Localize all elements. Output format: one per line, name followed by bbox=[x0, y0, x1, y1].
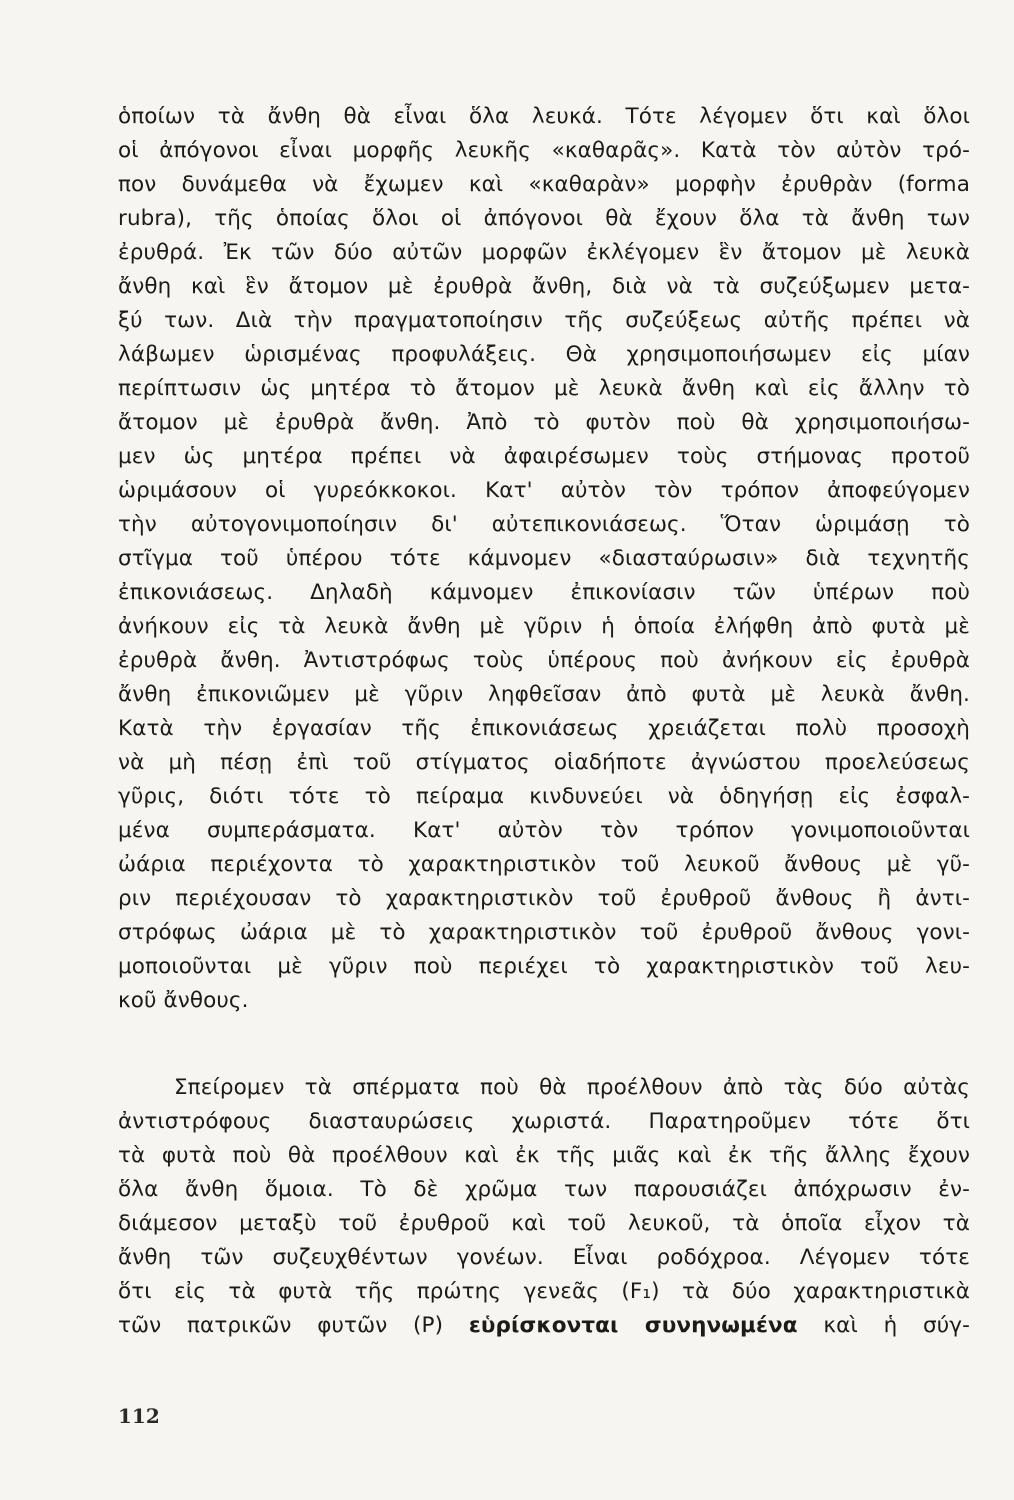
text-line: μένα συμπεράσματα. Κατ' αὐτὸν τὸν τρόπον γονιμοποιοῦνται bbox=[118, 818, 970, 843]
text-line: γῦρις, διότι τότε τὸ πείραμα κινδυνεύει νὰ ὁδηγήσῃ εἰς ἐσφαλ- bbox=[118, 784, 970, 809]
text-line: στῖγμα τοῦ ὑπέρου τότε κάμνομεν «διασταύρωσιν» διὰ τεχνητῆς bbox=[118, 546, 970, 571]
text-line: ὅτι εἰς τὰ φυτὰ τῆς πρώτης γενεᾶς (F₁) τὰ δύο χαρακτηριστικὰ bbox=[118, 1279, 970, 1304]
text-line: ἄνθη καὶ ἓν ἄτομον μὲ ἐρυθρὰ ἄνθη, διὰ νὰ τὰ συζεύξωμεν μετα- bbox=[118, 274, 970, 299]
text-line-emphasis bbox=[118, 1309, 970, 1343]
text-line: ἄνθη τῶν συζευχθέντων γονέων. Εἶναι ροδόχροα. Λέγομεν τότε bbox=[118, 1245, 970, 1270]
text-line: ἐπικονιάσεως. Δηλαδὴ κάμνομεν ἐπικονίασιν τῶν ὑπέρων ποὺ bbox=[118, 580, 970, 605]
text-line: ξύ των. Διὰ τὴν πραγματοποίησιν τῆς συζεύξεως αὐτῆς πρέπει νὰ bbox=[118, 308, 970, 333]
text-line: ἐρυθρὰ ἄνθη. Ἀντιστρόφως τοὺς ὑπέρους ποὺ ἀνήκουν εἰς ἐρυθρὰ bbox=[118, 648, 970, 673]
text-line: Κατὰ τὴν ἐργασίαν τῆς ἐπικονιάσεως χρειάζεται πολὺ προσοχὴ bbox=[118, 716, 970, 741]
text-line: ὡριμάσουν οἱ γυρεόκκοκοι. Κατ' αὐτὸν τὸν τρόπον ἀποφεύγομεν bbox=[118, 478, 970, 503]
text-run: τῶν πατρικῶν φυτῶν (P) bbox=[118, 1313, 469, 1338]
text-line: κοῦ ἄνθους. bbox=[118, 988, 249, 1013]
text-line: ἄνθη ἐπικονιῶμεν μὲ γῦριν ληφθεῖσαν ἀπὸ φυτὰ μὲ λευκὰ ἄνθη. bbox=[118, 682, 970, 707]
text-line: διάμεσον μεταξὺ τοῦ ἐρυθροῦ καὶ τοῦ λευκοῦ, τὰ ὁποῖα εἶχον τὰ bbox=[118, 1211, 970, 1236]
text-line: τὰ φυτὰ ποὺ θὰ προέλθουν καὶ ἐκ τῆς μιᾶς καὶ ἐκ τῆς ἄλλης ἔχουν bbox=[118, 1143, 970, 1168]
text-line: νὰ μὴ πέσῃ ἐπὶ τοῦ στίγματος οἱαδήποτε ἀγνώστου προελεύσεως bbox=[118, 750, 970, 775]
text-line: οἱ ἀπόγονοι εἶναι μορφῆς λευκῆς «καθαρᾶς». Κατὰ τὸν αὐτὸν τρό- bbox=[118, 138, 970, 163]
text-line: ἀντιστρόφους διασταυρώσεις χωριστά. Παρατηροῦμεν τότε ὅτι bbox=[118, 1109, 970, 1134]
text-line: ὠάρια περιέχοντα τὸ χαρακτηριστικὸν τοῦ λευκοῦ ἄνθους μὲ γῦ- bbox=[118, 852, 970, 877]
text-line: ἀνήκουν εἰς τὰ λευκὰ ἄνθη μὲ γῦριν ἡ ὁποία ἐλήφθη ἀπὸ φυτὰ μὲ bbox=[118, 614, 970, 639]
text-line: μεν ὡς μητέρα πρέπει νὰ ἀφαιρέσωμεν τοὺς στήμονας προτοῦ bbox=[118, 444, 970, 469]
text-line: ὁποίων τὰ ἄνθη θὰ εἶναι ὅλα λευκά. Τότε λέγομεν ὅτι καὶ ὅλοι bbox=[118, 104, 970, 129]
text-line: πον δυνάμεθα νὰ ἔχωμεν καὶ «καθαρὰν» μορφὴν ἐρυθρὰν (forma bbox=[118, 172, 970, 197]
text-line: στρόφως ὠάρια μὲ τὸ χαρακτηριστικὸν τοῦ ἐρυθροῦ ἄνθους γονι- bbox=[118, 920, 970, 945]
text-line: rubra), τῆς ὁποίας ὅλοι οἱ ἀπόγονοι θὰ ἔχουν ὅλα τὰ ἄνθη των bbox=[118, 206, 970, 231]
text-line: μοποιοῦνται μὲ γῦριν ποὺ περιέχει τὸ χαρακτηριστικὸν τοῦ λευ- bbox=[118, 954, 970, 979]
text-line: περίπτωσιν ὡς μητέρα τὸ ἄτομον μὲ λευκὰ ἄνθη καὶ εἰς ἄλλην τὸ bbox=[118, 376, 970, 401]
text-line: τὴν αὐτογονιμοποίησιν δι' αὐτεπικονιάσεως. Ὅταν ὡριμάσῃ τὸ bbox=[118, 512, 970, 537]
text-line: ὅλα ἄνθη ὅμοια. Τὸ δὲ χρῶμα των παρουσιάζει ἀπόχρωσιν ἐν- bbox=[118, 1177, 970, 1202]
text-line: ἄτομον μὲ ἐρυθρὰ ἄνθη. Ἀπὸ τὸ φυτὸν ποὺ θὰ χρησιμοποιήσω- bbox=[118, 410, 970, 435]
text-run: καὶ ἡ σύγ- bbox=[797, 1313, 970, 1338]
page-number: 112 bbox=[118, 1404, 160, 1428]
text-line: ριν περιέχουσαν τὸ χαρακτηριστικὸν τοῦ ἐρυθροῦ ἄνθους ἢ ἀντι- bbox=[118, 886, 970, 911]
text-line: ἐρυθρά. Ἐκ τῶν δύο αὐτῶν μορφῶν ἐκλέγομεν ἓν ἄτομον μὲ λευκὰ bbox=[118, 240, 970, 265]
text-line: Σπείρομεν τὰ σπέρματα ποὺ θὰ προέλθουν ἀπὸ τὰς δύο αὐτὰς bbox=[174, 1075, 970, 1100]
bold-phrase: εὑρίσκονται συνηνωμένα bbox=[468, 1313, 798, 1338]
text-line: λάβωμεν ὡρισμένας προφυλάξεις. Θὰ χρησιμοποιήσωμεν εἰς μίαν bbox=[118, 342, 970, 367]
